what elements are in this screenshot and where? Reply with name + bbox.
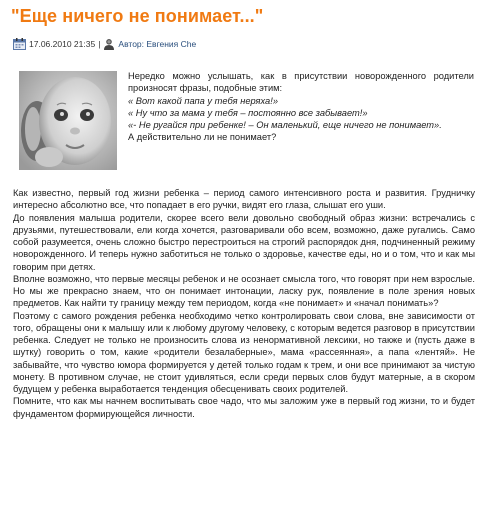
baby-photo bbox=[19, 71, 117, 170]
article-meta bbox=[13, 37, 196, 51]
body-paragraph: Помните, что как мы начнем воспитывать свое чадо, что мы заложим уже в первый год жизни, то и будет фундаментом формирующейся личности. bbox=[13, 396, 475, 419]
intro-quote: « Ну что за мама у тебя – постоянно все забывает!» bbox=[128, 107, 368, 118]
body-paragraph: Как известно, первый год жизни ребенка – период самого интенсивного роста и развития. Грудничку интересно абсолютно все, что попадает в его ручки, видят его глаза, слышат его уши. bbox=[13, 188, 475, 211]
body-paragraph: До появления малыша родители, скорее всего вели довольно свободный образ жизни: встречались с друзьями, путешествовали, ели когда хочется, разговаривали обо всем, возможно, даже ругались. Само собой разумеется, очень сложно быстро перестроиться на строгий распорядок дня, подчиненный режиму новорожденного. И теперь нужно заботиться не только о здоровье, качестве еды, но и о том, что и как мы говорим при детях. bbox=[13, 212, 475, 272]
article-title[interactable]: "Еще ничего не понимает..." bbox=[11, 6, 264, 26]
article-author[interactable]: Автор: Евгения Che bbox=[118, 39, 197, 49]
user-icon bbox=[103, 38, 115, 50]
calendar-icon bbox=[13, 38, 26, 50]
intro-quote: « Вот какой папа у тебя неряха!» bbox=[128, 95, 278, 106]
meta-separator: | bbox=[98, 39, 101, 49]
body-paragraph: Поэтому с самого рождения ребенка необходимо четко контролировать свои слова, вне зависимости от того, обращены они к малышу или к любому другому человеку, с которым ведется разговор в присутствии ребенка. Следует не только не произносить слова из ненормативной лексики, но также и (пусть даже в шутку) говорить о том, какие «родители безалаберные», мама «рассеянная», а папа «лентяй». Не забывайте, что чувство юмора формируется у детей только годам к трем, и они все принимают за чистую монету. В противном случае, не стоит удивляться, если среди первых слов будут матерные, а в скором будущем у ребенка выработается тенденция обесценивать своих родителей. bbox=[13, 310, 475, 394]
article-body bbox=[13, 187, 475, 420]
intro-lead: Нередко можно услышать, как в присутствии новорожденного родители произносят фразы, подобные этим: bbox=[128, 71, 474, 94]
intro-quote: «- Не ругайся при ребенке! – Он маленький, еще ничего не понимает». bbox=[128, 120, 442, 131]
intro-question: А действительно ли не понимает? bbox=[128, 132, 277, 143]
body-paragraph: Вполне возможно, что первые месяцы ребенок и не осознает смысла того, что говорят при нем взрослые. Но мы же прекрасно знаем, что он понимает интонации, ласку рук, появление в поле зрения новых предметов. Как найти ту границу между тем периодом, когда «не понимает» и «начал понимать»? bbox=[13, 273, 475, 309]
article-date: 17.06.2010 21:35 bbox=[29, 39, 96, 49]
article-intro bbox=[128, 70, 474, 144]
